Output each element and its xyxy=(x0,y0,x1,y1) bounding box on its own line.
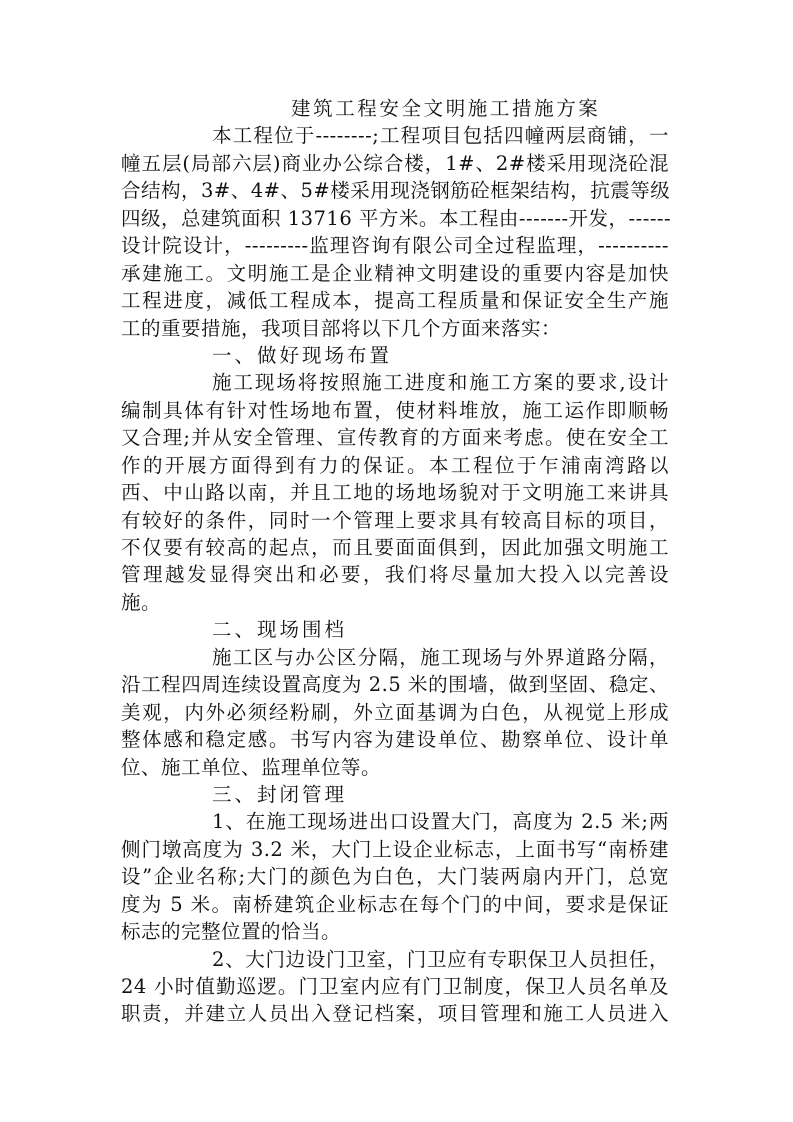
text-line: 位、施工单位、监理单位等。 xyxy=(121,755,382,779)
text-line: 设”企业名称;大门的颜色为白色，大门装两扇内开门，总宽 xyxy=(121,865,669,889)
text-line: 本工程位于--------;工程项目包括四幢两层商铺，一 xyxy=(212,124,669,148)
text-line: 设计院设计，---------监理咨询有限公司全过程监理，---------- xyxy=(121,234,669,258)
text-line: 标志的完整位置的恰当。 xyxy=(121,920,342,944)
text-line: 美观，内外必须经粉刷，外立面基调为白色，从视觉上形成 xyxy=(121,700,669,724)
text-line: 工程进度，减低工程成本，提高工程质量和保证安全生产施 xyxy=(121,289,669,313)
text-line: 幢五层(局部六层)商业办公综合楼，1#、2#楼采用现浇砼混 xyxy=(121,151,669,175)
document-body xyxy=(121,95,672,1028)
text-line: 度为 5 米。南桥建筑企业标志在每个门的中间，要求是保证 xyxy=(121,892,669,916)
document-title: 建筑工程安全文明施工措施方案 xyxy=(291,97,601,120)
section-heading-site-layout: 一、做好现场布置 xyxy=(212,343,393,367)
site-layout-paragraph xyxy=(121,369,669,616)
text-line: 1、在施工现场进出口设置大门，高度为 2.5 米;两 xyxy=(212,810,669,834)
text-line: 沿工程四周连续设置高度为 2.5 米的围墙，做到坚固、稳定、 xyxy=(121,673,669,697)
text-line: 四级，总建筑面积 13716 平方米。本工程由-------开发，------ xyxy=(121,206,672,230)
text-line: 24 小时值勤巡逻。门卫室内应有门卫制度，保卫人员名单及 xyxy=(121,975,669,998)
text-line: 2、大门边设门卫室，门卫应有专职保卫人员担任， xyxy=(212,947,669,971)
text-line: 西、中山路以南，并且工地的场地场貌对于文明施工来讲具 xyxy=(121,481,669,505)
text-line: 施。 xyxy=(121,590,162,614)
text-line: 侧门墩高度为 3.2 米，大门上设企业标志，上面书写“南桥建 xyxy=(121,837,669,861)
section-heading-site-enclosure: 二、现场围档 xyxy=(212,618,348,642)
text-line: 作的开展方面得到有力的保证。本工程位于乍浦南湾路以 xyxy=(121,453,669,477)
guard-room-paragraph xyxy=(121,946,669,1028)
text-line: 管理越发显得突出和必要，我们将尽量加大投入以完善设 xyxy=(121,563,669,587)
site-enclosure-paragraph xyxy=(121,644,669,781)
text-line: 施工现场将按照施工进度和施工方案的要求,设计 xyxy=(212,371,669,395)
text-line: 整体感和稳定感。书写内容为建设单位、勘察单位、设计单 xyxy=(121,728,669,752)
text-line: 承建施工。文明施工是企业精神文明建设的重要内容是加快 xyxy=(121,261,669,285)
text-line: 合结构，3#、4#、5#楼采用现浇钢筋砼框架结构，抗震等级 xyxy=(121,179,671,203)
section-heading-closed-management: 三、封闭管理 xyxy=(212,782,348,806)
text-line: 不仅要有较高的起点，而且要面面俱到，因此加强文明施工 xyxy=(121,536,669,559)
text-line: 工的重要措施，我项目部将以下几个方面来落实： xyxy=(121,316,562,340)
text-line: 又合理;并从安全管理、宣传教育的方面来考虑。使在安全工 xyxy=(121,426,669,450)
intro-paragraph xyxy=(121,122,672,342)
text-line: 编制具体有针对性场地布置，使材料堆放，施工运作即顺畅 xyxy=(121,398,669,422)
text-line: 施工区与办公区分隔，施工现场与外界道路分隔， xyxy=(212,645,669,669)
gate-paragraph xyxy=(121,808,669,945)
text-line: 有较好的条件，同时一个管理上要求具有较高目标的项目， xyxy=(121,508,669,532)
text-line: 职责，并建立人员出入登记档案，项目管理和施工人员进入 xyxy=(121,1002,669,1026)
